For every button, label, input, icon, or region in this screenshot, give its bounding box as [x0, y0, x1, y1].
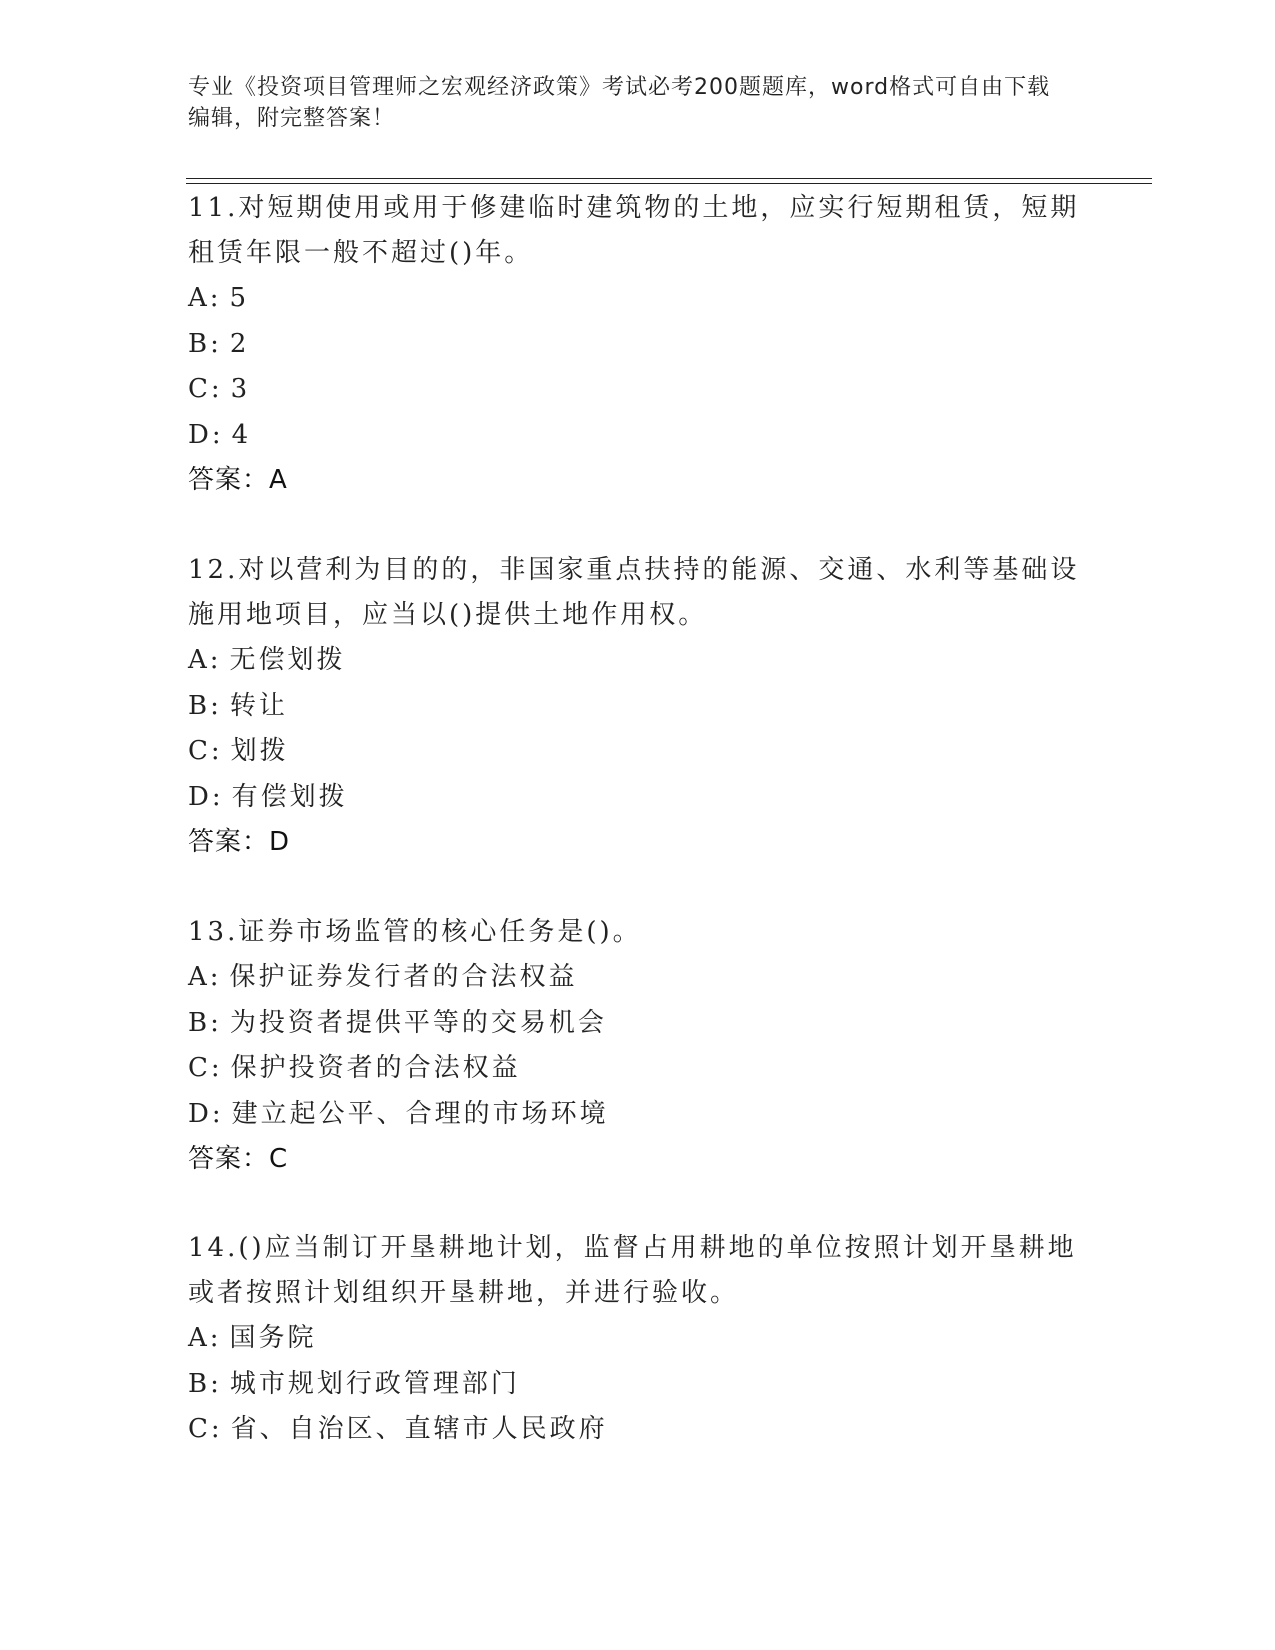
answer-line: 答案：A	[188, 465, 288, 495]
question-14	[188, 1226, 1088, 1453]
option-text: 有偿划拨	[231, 781, 348, 812]
option-a	[188, 955, 1088, 1001]
question-stem: 11.对短期使用或用于修建临时建筑物的土地，应实行短期租赁，短期租赁年限一般不超过()年。	[188, 193, 1080, 268]
question-12	[188, 548, 1088, 865]
option-text: 为投资者提供平等的交易机会	[229, 1007, 607, 1038]
question-stem: 14.()应当制订开垦耕地计划，监督占用耕地的单位按照计划开垦耕地或者按照计划组织开垦耕地，并进行验收。	[188, 1233, 1077, 1308]
option-letter: D:	[188, 781, 224, 812]
option-letter: C:	[188, 736, 223, 766]
option-text: 划拨	[230, 736, 289, 766]
option-b	[188, 322, 1088, 368]
option-letter: C:	[188, 1053, 223, 1083]
option-letter: D:	[188, 1098, 224, 1129]
option-a	[188, 638, 1088, 684]
option-c	[188, 729, 1088, 775]
option-d	[188, 1092, 1088, 1138]
option-letter: A:	[188, 962, 222, 992]
question-11	[188, 186, 1088, 503]
option-letter: B:	[188, 690, 222, 721]
option-c	[188, 1046, 1088, 1092]
option-text: 建立起公平、合理的市场环境	[231, 1098, 609, 1129]
option-text: 保护投资者的合法权益	[230, 1053, 521, 1083]
header-divider-top	[186, 178, 1152, 179]
option-c	[188, 367, 1088, 413]
option-text: 转让	[229, 690, 288, 721]
option-b	[188, 684, 1088, 730]
option-letter: B:	[188, 1368, 222, 1399]
option-text: 国务院	[229, 1323, 317, 1353]
option-letter: A:	[188, 645, 222, 675]
option-c	[188, 1407, 1088, 1453]
option-text: 城市规划行政管理部门	[229, 1368, 520, 1399]
option-letter: B:	[188, 1007, 222, 1038]
question-13	[188, 910, 1088, 1182]
answer-line: 答案：C	[188, 1144, 289, 1174]
option-letter: A:	[188, 1323, 222, 1353]
option-text: 4	[231, 419, 252, 450]
header-divider-bottom	[186, 183, 1152, 184]
document-header: 专业《投资项目管理师之宏观经济政策》考试必考200题题库，word格式可自由下载编辑，附完整答案！	[188, 75, 1051, 131]
option-text: 省、自治区、直辖市人民政府	[230, 1414, 608, 1444]
option-text: 保护证券发行者的合法权益	[229, 962, 578, 992]
option-text: 3	[230, 374, 251, 404]
option-letter: D:	[188, 419, 224, 450]
option-letter: C:	[188, 374, 223, 404]
option-b	[188, 1001, 1088, 1047]
question-stem: 13.证券市场监管的核心任务是()。	[188, 917, 642, 947]
option-text: 无偿划拨	[229, 645, 346, 675]
option-d	[188, 413, 1088, 459]
option-letter: A:	[188, 283, 222, 313]
answer-line: 答案：D	[188, 827, 291, 857]
option-d	[188, 775, 1088, 821]
option-text: 2	[229, 328, 250, 359]
option-text: 5	[229, 283, 250, 313]
option-letter: B:	[188, 328, 222, 359]
option-b	[188, 1362, 1088, 1408]
question-stem: 12.对以营利为目的的，非国家重点扶持的能源、交通、水利等基础设施用地项目，应当以()提供土地作用权。	[188, 555, 1080, 630]
option-letter: C:	[188, 1414, 223, 1444]
option-a	[188, 276, 1088, 322]
option-a	[188, 1316, 1088, 1362]
